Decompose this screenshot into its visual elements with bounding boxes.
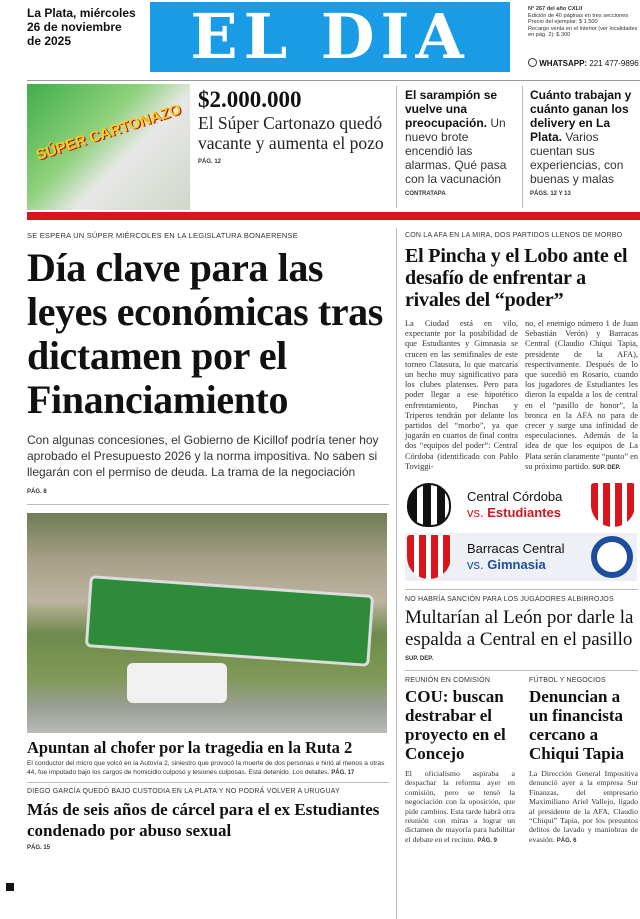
masthead-divider [27, 80, 640, 81]
cou-story[interactable] [405, 676, 515, 846]
sports-body-text: no, el enemigo número 1 de Juan Sebastián Verón) y Barracas Central (Claudio Chiqui Tapia, presidente de la AFA), respectivamente. Después de lo que sucedió en Rosario, cuando los jugadores de Estudiantes les dieron la espalda a los de central en el “pasillo de honor”, la bronca en la AFA no para de crecer y surge una infinidad de especulaciones. Además de la idea de que los equipos de La Plata serán claramente “punto” en su próximo partido. [525, 319, 638, 471]
bottom-left-page: PÁG. 15 [27, 845, 51, 852]
match-vs: vs. [467, 557, 484, 573]
sports-body-col1: La Ciudad está en vilo, expectante por la posibilidad de que Estudiantes y Gimnasia se crucen en las semifinales de este torneo Clausura, lo que marcaría un hecho muy significativo para los clubes platenses. Pero para poder llegar a ese hipotético enfrentamiento, Pinchas y Triperos tendrán por delante los partidos del “morbo”, ya que jugarán en cuartos de final contra dos “equipos del poder”: Central Córdoba (identificado con Pablo Toviggi- [405, 319, 518, 471]
leon-headline[interactable]: Multarían al León por darle la espalda a Central en el pasillo [405, 607, 634, 651]
photo-story-text [27, 760, 389, 777]
red-band [27, 212, 640, 220]
logo [150, 2, 510, 72]
place-date: La Plata, miércoles 26 de noviembre de 2025 [27, 6, 136, 48]
match-home: Central Córdoba [467, 489, 563, 505]
main-headline[interactable]: Día clave para las leyes económicas tras dictamen por el Financiamiento [27, 245, 383, 422]
sports-headline[interactable]: El Pincha y el Lobo ante el desafío de enfrentar a rivales del “poder” [405, 245, 628, 311]
match-away: Estudiantes [487, 505, 561, 521]
left-column [27, 231, 389, 852]
whatsapp-number: 221 477-9896 [589, 59, 639, 68]
bottom-left-kicker: DIEGO GARCÍA QUEDÓ BAJO CUSTODIA EN LA PLATA Y NO PODRÁ VOLVER A URUGUAY [27, 788, 341, 796]
bottom-left-headline[interactable]: Más de seis años de cárcel para el ex Estudiantes condenado por abuso sexual [27, 800, 380, 841]
teaser-sarampion[interactable] [405, 88, 518, 198]
edition-surcharge: Recargo venta en el interior (ver localidades en pág. 2): $ 300 [528, 25, 638, 39]
teaser-page: CONTRATAPA [405, 191, 446, 197]
photo-story-headline[interactable]: Apuntan al chofer por la tragedia en la Ruta 2 [27, 738, 353, 757]
main-deck: Con algunas concesiones, el Gobierno de Kicillof podría tener hoy aprobado el Presupuesto 2026 y la norma impositiva. No saben si llegarán con el permiso de deuda. La trama de la negociación [27, 433, 379, 479]
edition-info [528, 6, 638, 39]
tapia-headline[interactable]: Denuncian a un financista cercano a Chiqui Tapia [529, 687, 624, 764]
divider [522, 86, 523, 208]
sports-body [405, 319, 638, 473]
bullet-square [6, 883, 14, 891]
cou-kicker: REUNIÓN EN COMISIÓN [405, 677, 491, 685]
leon-page: SUP. DEP. [405, 656, 434, 663]
edition-price: Precio del ejemplar: $ 1.500 [528, 19, 598, 26]
sports-body-col2 [525, 319, 638, 473]
bottom-right-stories [405, 676, 638, 846]
barracas-crest-icon [407, 535, 451, 579]
main-kicker: SE ESPERA UN SÚPER MIÉRCOLES EN LA LEGISLATURA BONAERENSE [27, 231, 298, 240]
cartonazo-logo-text: SÚPER CARTONAZO [34, 101, 184, 164]
photo-story-page: PÁG. 17 [331, 769, 355, 776]
teaser-headline: El sarampión se vuelve una preocupación. [405, 88, 498, 130]
teaser-text: Varios cuentan sus experiencias, con buenas y malas [530, 130, 624, 186]
teaser-page: PÁGS. 12 Y 13 [530, 191, 571, 197]
match-home: Barracas Central [467, 541, 565, 557]
teaser-text: Un nuevo brote encendió las alarmas. Qué pasa con la vacunación [405, 116, 507, 186]
teaser-delivery[interactable] [530, 88, 640, 198]
divider [396, 86, 397, 208]
divider [405, 670, 638, 671]
whatsapp-icon [528, 58, 537, 67]
tapia-kicker: FÚTBOL Y NEGOCIOS [529, 677, 606, 685]
tapia-text: La Dirección General Impositiva denunció ayer a la empresa Sur Finanzas, del empresario Maximiliano Ariel Vallejo, ligado al presidente de la AFA, Claudio “Chiqui” Tapia, por los presuntos delitos de lavado y maniobras de evasión. [529, 769, 638, 844]
bus-shape [85, 575, 374, 667]
match-vs: vs. [467, 505, 484, 521]
column-divider [396, 228, 397, 919]
match-away: Gimnasia [487, 557, 546, 573]
divider [27, 504, 389, 505]
gimnasia-crest-icon [591, 536, 633, 578]
central-cordoba-crest-icon [407, 483, 451, 527]
cou-page: PÁG. 9 [477, 837, 497, 844]
car-shape [127, 663, 227, 703]
bus-crash-photo[interactable] [27, 513, 387, 733]
whatsapp[interactable] [528, 58, 639, 69]
match-barracas-gimnasia[interactable] [405, 533, 637, 581]
match-central-estudiantes[interactable] [405, 481, 637, 529]
whatsapp-label: WHATSAPP: [539, 59, 588, 68]
right-column [405, 231, 638, 846]
sports-kicker: CON LA AFA EN LA MIRA, DOS PARTIDOS LLENOS DE MORBO [405, 232, 623, 239]
teaser-page: PÁG. 12 [198, 159, 222, 165]
sports-page: SUP. DEP. [592, 464, 621, 471]
cou-headline[interactable]: COU: buscan destrabar el proyecto en el Concejo [405, 687, 506, 764]
main-page: PÁG. 8 [27, 489, 47, 495]
teaser-cartonazo[interactable] [198, 86, 390, 166]
tapia-story[interactable] [529, 676, 638, 846]
estudiantes-crest-icon [591, 483, 635, 527]
teaser-text: El Súper Cartonazo quedó vacante y aumenta el pozo [198, 113, 384, 153]
logo-text: EL DIA [190, 2, 470, 72]
teaser-headline: Cuánto trabajan y cuánto ganan los delivery en La Plata. [530, 88, 632, 144]
photo-story-body: El conductor del micro que volcó en la Autovía 2, siniestro que provocó la muerte de dos personas e hirió al menos a otras 44, fue imputado bajo los cargos de homicidio culposo y lesiones culposas. Está detenido. Los detalles. [27, 760, 385, 776]
edition-number: N° 267 del año CXLII [528, 6, 583, 12]
leon-kicker: NO HABRÍA SANCIÓN PARA LOS JUGADORES ALBIRROJOS [405, 596, 614, 604]
tapia-body [529, 769, 638, 846]
divider [405, 589, 638, 590]
cou-body [405, 769, 515, 846]
cartonazo-image[interactable] [27, 84, 190, 210]
cou-text: El oficialismo aspiraba a despachar la reforma ayer en comisión, pero se tensó la negociación con la oposición, que pide cambios. Esta tarde habrá otra reunión con miras a lograr un dictamen de mayoría para habilitar el debate en el recinto. [405, 769, 515, 844]
teaser-amount: $2.000.000 [198, 87, 302, 112]
edition-pages: Edición de 40 páginas en tres secciones [528, 12, 629, 19]
divider [27, 782, 389, 783]
tapia-page: PÁG. 6 [556, 837, 577, 844]
